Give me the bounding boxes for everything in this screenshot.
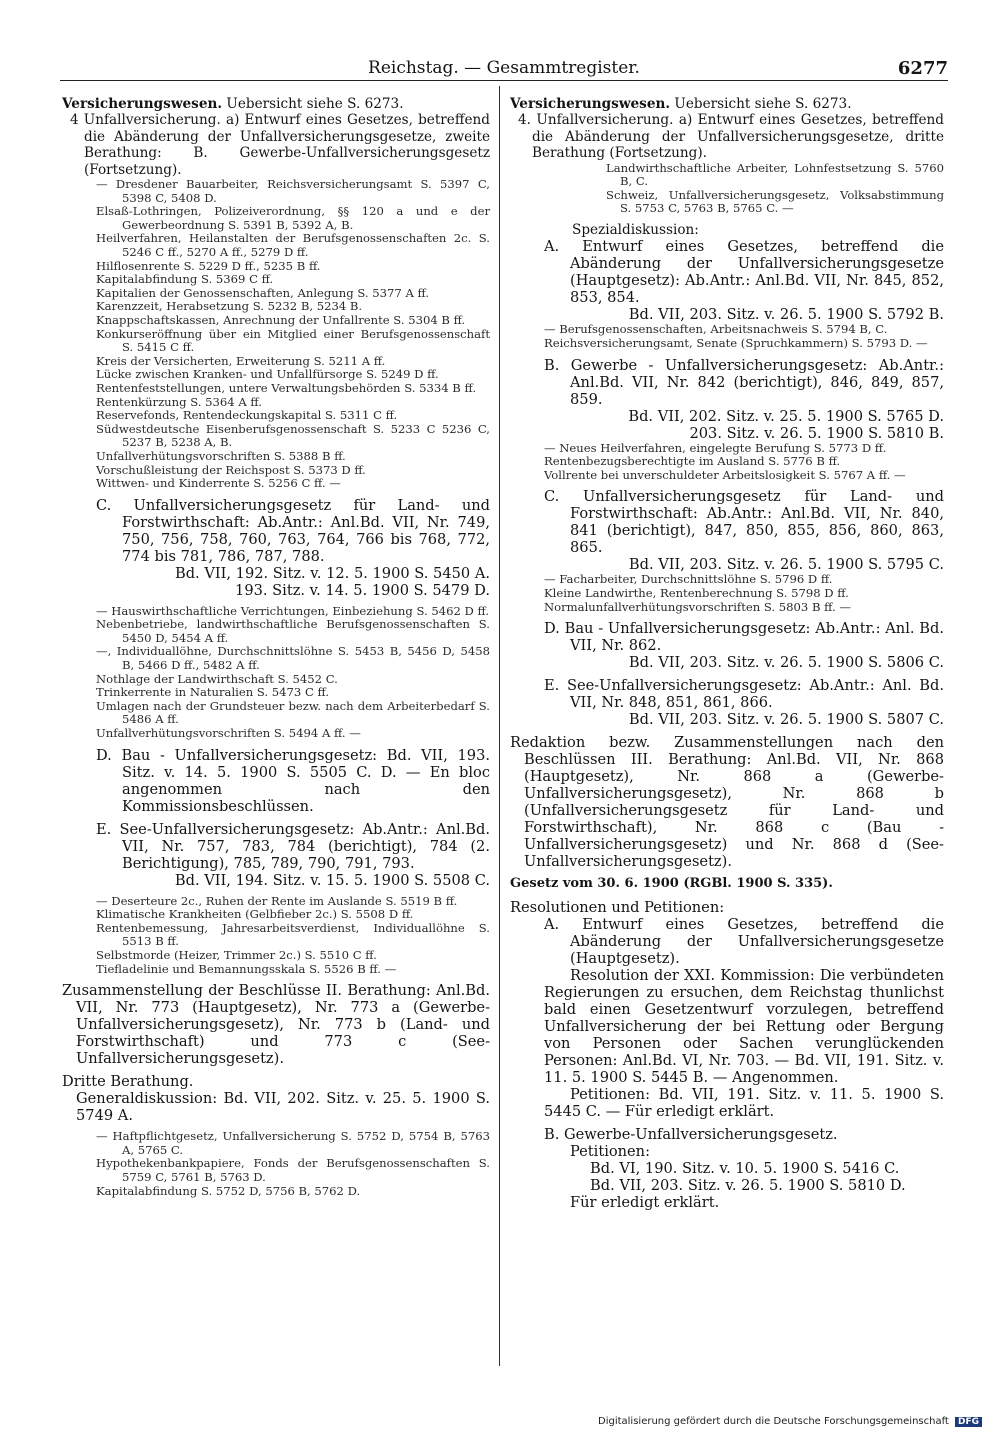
subentry: — Berufsgenossenschaften, Arbeitsnachweis S. 5794 B, C. <box>544 322 888 337</box>
section-heading-ref: Uebersicht siehe S. 6273. <box>670 96 852 112</box>
footer <box>598 1416 982 1427</box>
entry-text: E. See-Unfallversicherungsgesetz: Ab.Antr.: Anl.Bd. VII, Nr. 757, 783, 784 (berichtigt), 784 (2. Berichtigung), 785, 789, 790, 791, 793. <box>96 820 490 872</box>
subentry: Trinkerrente in Naturalien S. 5473 C ff. <box>96 685 330 700</box>
subentry: Kapitalabfindung S. 5369 C ff. <box>96 272 274 287</box>
subentry: Kapitalabfindung S. 5752 D, 5756 B, 5762 D. <box>96 1183 361 1198</box>
subentry-list <box>510 573 944 614</box>
subentry: Wittwen- und Kinderrente S. 5256 C ff. — <box>96 476 341 491</box>
column-divider <box>499 86 500 1366</box>
subentry: Kleine Landwirthe, Rentenberechnung S. 5798 D ff. <box>544 585 849 600</box>
citation: Bd. VII, 203. Sitz. v. 26. 5. 1900 S. 5806 C. <box>628 654 944 672</box>
subentry: Umlagen nach der Grundsteuer bezw. nach dem Arbeiterbedarf S. 5486 A ff. <box>96 698 490 727</box>
entry-text: A. Entwurf eines Gesetzes, betreffend die Abänderung der Unfallversicherungsgesetze (Hauptgesetz): Ab.Antr.: Anl.Bd. VII, Nr. 845, 852, 853, 854. <box>544 238 944 307</box>
dfg-logo: DFG <box>955 1417 982 1427</box>
subentry: Vorschußleistung der Reichspost S. 5373 D ff. <box>96 462 366 477</box>
subentry: Klimatische Krankheiten (Gelbfieber 2c.) S. 5508 D ff. <box>96 907 414 922</box>
subentry: Kapitalien der Genossenschaften, Anlegung S. 5377 A ff. <box>96 285 430 300</box>
subentry: Landwirthschaftliche Arbeiter, Lohnfestsetzung S. 5760 B, C. <box>606 160 944 189</box>
subentry: Tiefladelinie und Bemannungsskala S. 5526 B ff. — <box>96 961 397 976</box>
citation: Bd. VII, 203. Sitz. v. 26. 5. 1900 S. 5795 C. <box>628 556 944 574</box>
resolution-text: Resolution der XXI. Kommission: Die verbündeten Regierungen zu ersuchen, dem Reichstag thunlichst bald einen Gesetzentwurf vorzulegen, betreffend Unfallversicherung der bei Rettung oder Bergung von Personen oder Sachen verunglückenden Personen: Anl.Bd. VI, Nr. 703. — Bd. VII, 191. Sitz. v. 11. 5. 1900 S. 5445 B. — Angenommen. <box>544 966 944 1086</box>
subentry: Nothlage der Landwirthschaft S. 5452 C. <box>96 671 338 686</box>
subentry: Konkurseröffnung über ein Mitglied einer Berufsgenossenschaft S. 5415 C ff. <box>96 326 490 355</box>
subheading: Spezialdiskussion: <box>572 222 699 238</box>
left-column <box>62 96 490 1198</box>
page-number: 6277 <box>897 58 948 79</box>
subentry: Hilflosenrente S. 5229 D ff., 5235 B ff. <box>96 258 321 273</box>
entry-text: Generaldiskussion: Bd. VII, 202. Sitz. v. 25. 5. 1900 S. 5749 A. <box>76 1090 490 1125</box>
subentry-list <box>62 605 490 741</box>
subentry: Normalunfallverhütungsvorschriften S. 5803 B ff. — <box>544 599 851 614</box>
subentry: Heilverfahren, Heilanstalten der Berufsgenossenschaften 2c. S. 5246 C ff., 5270 A ff., 5279 D ff. <box>96 231 490 259</box>
running-title: Reichstag. — Gesammtregister. <box>368 58 640 78</box>
subentry: — Deserteure 2c., Ruhen der Rente im Auslande S. 5519 B ff. <box>96 893 458 908</box>
entry-text: E. See-Unfallversicherungsgesetz: Ab.Antr.: Anl. Bd. VII, Nr. 848, 851, 861, 866. <box>544 677 944 712</box>
subentry-list <box>510 323 944 350</box>
page-header <box>60 58 948 81</box>
section-heading: Versicherungswesen. <box>62 96 223 112</box>
entry-text: B. Gewerbe-Unfallversicherungsgesetz. <box>544 1125 838 1143</box>
entry-text: B. Gewerbe - Unfallversicherungsgesetz: Ab.Antr.: Anl.Bd. VII, Nr. 842 (berichtigt), 846, 849, 857, 859. <box>544 356 944 408</box>
footer-text: Digitalisierung gefördert durch die Deutsche Forschungsgemeinschaft <box>598 1416 949 1427</box>
entry-text: 4. Unfallversicherung. a) Entwurf eines Gesetzes, betreffend die Abänderung der Unfallversicherungsgesetze, dritte Berathung (Fortsetzung). <box>518 112 944 162</box>
entry-text: A. Entwurf eines Gesetzes, betreffend die Abänderung der Unfallversicherungsgesetze (Hauptgesetz). <box>544 915 944 967</box>
subentry: —, Individuallöhne, Durchschnittslöhne S. 5453 B, 5456 D, 5458 B, 5466 D ff., 5482 A ff. <box>96 644 490 673</box>
subentry: Reservefonds, Rentendeckungskapital S. 5311 C ff. <box>96 408 398 423</box>
subentry: Unfallverhütungsvorschriften S. 5494 A ff. — <box>96 726 361 741</box>
subentry: — Neues Heilverfahren, eingelegte Berufung S. 5773 D ff. <box>544 440 887 455</box>
subentry: Kreis der Versicherten, Erweiterung S. 5211 A ff. <box>96 353 386 368</box>
subheading: Resolutionen und Petitionen: <box>510 898 725 916</box>
law-citation: Gesetz vom 30. 6. 1900 (RGBl. 1900 S. 335). <box>510 876 833 892</box>
subheading: Dritte Berathung. <box>62 1073 194 1091</box>
right-column <box>510 96 944 1211</box>
entry-text: Redaktion bezw. Zusammenstellungen nach den Beschlüssen III. Berathung: Anl.Bd. VII, Nr. 868 (Hauptgesetz), Nr. 868 a (Gewerbe-Unfallversicherungsgesetz), Nr. 868 b (Unfallversicherungsgesetz für Land- und Forstwirthschaft), Nr. 868 c (Bau - Unfallversicherungsgesetz) und Nr. 868 d (See-Unfallversicherungsgesetz). <box>510 734 944 871</box>
citation: Bd. VII, 203. Sitz. v. 26. 5. 1900 S. 5792 B. <box>628 306 944 324</box>
subentry: Südwestdeutsche Eisenberufsgenossenschaft S. 5233 C 5236 C, 5237 B, 5238 A, B. <box>96 421 490 450</box>
subentry: — Facharbeiter, Durchschnittslöhne S. 5796 D ff. <box>544 572 833 587</box>
subentry: Elsaß-Lothringen, Polizeiverordnung, §§ 120 a und e der Gewerbeordnung S. 5391 B, 5392 A, B. <box>96 204 490 232</box>
citation: Bd. VII, 194. Sitz. v. 15. 5. 1900 S. 5508 C. <box>174 871 490 889</box>
citation: Bd. VII, 203. Sitz. v. 26. 5. 1900 S. 5810 D. <box>590 1176 906 1194</box>
subentry: Knappschaftskassen, Anrechnung der Unfallrente S. 5304 B ff. <box>96 312 466 327</box>
subentry: Nebenbetriebe, landwirthschaftliche Berufsgenossenschaften S. 5450 D, 5454 A ff. <box>96 617 490 645</box>
entry-text: Zusammenstellung der Beschlüsse II. Berathung: Anl.Bd. VII, Nr. 773 (Hauptgesetz), Nr. 773 a (Gewerbe-Unfallversicherungsgesetz), Nr. 773 b (Land- und Forstwirthschaft) und 773 c (See-Unfallversicherungsgesetz). <box>62 982 490 1068</box>
citation: 203. Sitz. v. 26. 5. 1900 S. 5810 B. <box>689 424 944 442</box>
subentry: Rentenfeststellungen, untere Verwaltungsbehörden S. 5334 B ff. <box>96 380 477 395</box>
section-heading: Versicherungswesen. <box>510 96 671 112</box>
entry-text: C. Unfallversicherungsgesetz für Land- und Forstwirthschaft: Ab.Antr.: Anl.Bd. VII, Nr. 840, 841 (berichtigt), 847, 850, 855, 856, 860, 863, 865. <box>544 488 944 557</box>
subentry: Karenzzeit, Herabsetzung S. 5232 B, 5234 B. <box>96 299 363 314</box>
section-heading-ref: Uebersicht siehe S. 6273. <box>222 96 404 112</box>
entry-text: C. Unfallversicherungsgesetz für Land- und Forstwirthschaft: Ab.Antr.: Anl.Bd. VII, Nr. 749, 750, 756, 758, 760, 763, 764, 766 bis 768, 772, 774 bis 781, 786, 787, 788. <box>96 496 490 565</box>
subentry: Schweiz, Unfallversicherungsgesetz, Volksabstimmung S. 5753 C, 5763 B, 5765 C. — <box>606 187 944 216</box>
subentry: Hypothekenbankpapiere, Fonds der Berufsgenossenschaften S. 5759 C, 5761 B, 5763 D. <box>96 1156 490 1184</box>
subentry-list <box>510 162 944 216</box>
citation: Bd. VII, 192. Sitz. v. 12. 5. 1900 S. 5450 A. <box>174 564 490 582</box>
citation: Bd. VII, 202. Sitz. v. 25. 5. 1900 S. 5765 D. <box>628 407 944 425</box>
subentry-list <box>62 895 490 977</box>
subentry-list <box>510 442 944 483</box>
entry-text: 4 Unfallversicherung. a) Entwurf eines Gesetzes, betreffend die Abänderung der Unfallversicherungsgesetze, zweite Berathung: B. Gewerbe-Unfallversicherungsgesetz (Fortsetzung). <box>70 112 490 178</box>
petition-label: Petitionen: <box>570 1142 651 1160</box>
petition-text: Petitionen: Bd. VII, 191. Sitz. v. 11. 5. 1900 S. 5445 C. — Für erledigt erklärt. <box>544 1085 944 1120</box>
subentry: Reichsversicherungsamt, Senate (Spruchkammern) S. 5793 D. — <box>544 336 928 350</box>
subentry: — Dresdener Bauarbeiter, Reichsversicherungsamt S. 5397 C, 5398 C, 5408 D. <box>96 177 490 205</box>
subentry: Rentenbemessung, Jahresarbeitsverdienst, Individuallöhne S. 5513 B ff. <box>96 920 490 949</box>
subentry: Selbstmorde (Heizer, Trimmer 2c.) S. 5510 C ff. <box>96 948 377 962</box>
citation: Bd. VI, 190. Sitz. v. 10. 5. 1900 S. 5416 C. <box>590 1159 900 1177</box>
subentry-list <box>62 1130 490 1198</box>
subentry: — Haftpflichtgesetz, Unfallversicherung S. 5752 D, 5754 B, 5763 A, 5765 C. <box>96 1129 490 1157</box>
subentry-list <box>62 178 490 491</box>
subentry: Unfallverhütungsvorschriften S. 5388 B ff. <box>96 448 346 463</box>
subentry: Rentenkürzung S. 5364 A ff. <box>96 394 262 409</box>
entry-text: D. Bau - Unfallversicherungsgesetz: Ab.Antr.: Anl. Bd. VII, Nr. 862. <box>544 620 944 655</box>
entry-text: D. Bau - Unfallversicherungsgesetz: Bd. VII, 193. Sitz. v. 14. 5. 1900 S. 5505 C. D. — En bloc angenommen nach den Kommissionsbeschlüssen. <box>96 746 490 815</box>
status-text: Für erledigt erklärt. <box>570 1193 720 1211</box>
subentry: — Hauswirthschaftliche Verrichtungen, Einbeziehung S. 5462 D ff. <box>96 603 490 618</box>
citation: 193. Sitz. v. 14. 5. 1900 S. 5479 D. <box>235 581 490 599</box>
citation: Bd. VII, 203. Sitz. v. 26. 5. 1900 S. 5807 C. <box>628 711 944 729</box>
subentry: Lücke zwischen Kranken- und Unfallfürsorge S. 5249 D ff. <box>96 367 439 382</box>
subentry: Rentenbezugsberechtigte im Ausland S. 5776 B ff. <box>544 454 841 469</box>
subentry: Vollrente bei unverschuldeter Arbeitslosigkeit S. 5767 A ff. — <box>544 467 906 482</box>
